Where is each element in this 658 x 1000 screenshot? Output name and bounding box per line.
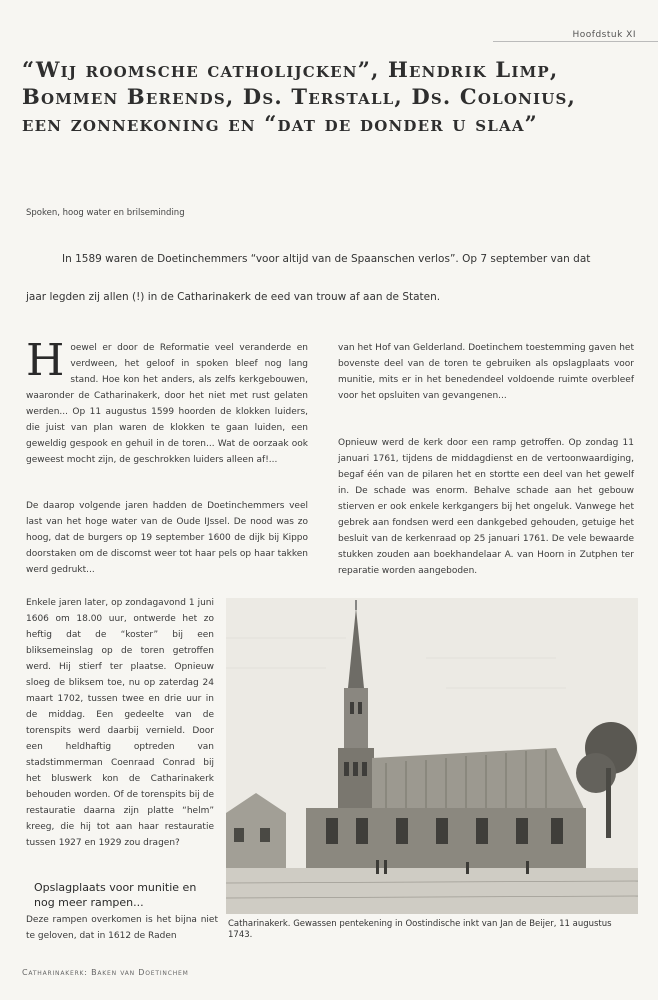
title-line-2: Bommen Berends, Ds. Terstall, Ds. Colonius, (22, 84, 577, 109)
church-illustration (226, 598, 638, 914)
chapter-title (22, 56, 637, 137)
section-kicker: Spoken, hoog water en brilseminding (26, 208, 185, 218)
paragraph-spoken-text: oewel er door de Reformatie veel veranderde en verdween, het geloof in spoken bleef nog lang stand. Hoe kon het anders, als zelfs kerkgebouwen, waaronder de Catharinakerk, door het niet met rust gelaten werden... Op 11 augustus 1599 hoorden de klokken luiders, die juist van plan waren de klokken te gaan luiden, een geweldig gespook en gehuil in de toren... Wat de oorzaak ook geweest mocht zijn, de geschrokken luiders alleen af!... (26, 343, 308, 465)
intro-line-2: jaar legden zij allen (!) in de Catharinakerk de eed van trouw af aan de Staten. (26, 291, 441, 303)
paragraph-hoog-water: De daarop volgende jaren hadden de Doetinchemmers veel last van het hoge water van de Oude IJssel. De nood was zo hoog, dat de burgers op 19 september 1600 de dijk bij Kippo doorstaken om de discomst weer tot haar pels op haar takken werd gedrukt... (26, 501, 308, 575)
paragraph-ramp: Opnieuw werd de kerk door een ramp getroffen. Op zondag 11 januari 1761, tijdens de middagdienst en de vertoonwaardiging, begaf één van de pilaren het en stortte een deel van het gewelf in. De schade was enorm. Behalve schade aan het gebouw stierven er ook enkele kerkgangers bij het ongeluk. Vanwege het gebrek aan fondsen werd een dankgebed gehouden, getuige het besluit van de kerkenraad op 25 januari 1761. De vele bewaarde stukken zouden aan boekhandelaar A. van Hoorn in Zutphen ter reparatie worden aangeboden. (338, 438, 634, 576)
header-rule (493, 41, 658, 42)
subheading-munitie: Opslagplaats voor munitie en nog meer rampen... (34, 881, 197, 909)
running-head: Hoofdstuk XI (572, 30, 636, 40)
paragraph-raden: Deze rampen overkomen is het bijna niet te geloven, dat in 1612 de Raden (26, 915, 218, 941)
paragraph-hof-gelderland: van het Hof van Gelderland. Doetinchem toestemming gaven het bovenste deel van de toren te gebruiken als opslagplaats voor munitie, mits er in het benedendeel voldoende ruimte overbleef voor het opsluiten van gevangenen... (338, 343, 634, 401)
title-line-1: “Wij roomsche catholijcken”, Hendrik Limp, (22, 57, 559, 82)
drop-cap: H (26, 335, 65, 386)
footer: Catharinakerk: Baken van Doetinchem (22, 968, 189, 977)
intro-paragraph (26, 240, 636, 316)
figure-caption: Catharinakerk. Gewassen pentekening in Oostindische inkt van Jan de Beijer, 11 augustus 1743. (228, 919, 612, 940)
title-line-3: een zonnekoning en “dat de donder u slaa” (22, 111, 538, 136)
paragraph-spoken (26, 335, 308, 468)
intro-line-1: In 1589 waren de Doetinchemmers “voor altijd van de Spaanschen verlos”. Op 7 september van dat (62, 253, 591, 265)
paragraph-bliksem: Enkele jaren later, op zondagavond 1 juni 1606 om 18.00 uur, ontwerde het zo heftig dat de “koster” bij een bliksemeinslag op de toren getroffen werd. Hij stierf ter plaatse. Opnieuw sloeg de bliksem toe, nu op zaterdag 24 maart 1702, tussen twee en drie uur in de middag. Een gedeelte van de torenspits werd daarbij vernield. Door een heldhaftig optreden van stadstimmerman Coenraad Conrad bij het bluswerk kon de Catharinakerk behouden worden. Of de torenspits bij de restauratie daarna zijn platte “helm” kreeg, die hij tot aan haar restauratie tussen 1927 en 1929 zou dragen? (26, 598, 214, 848)
